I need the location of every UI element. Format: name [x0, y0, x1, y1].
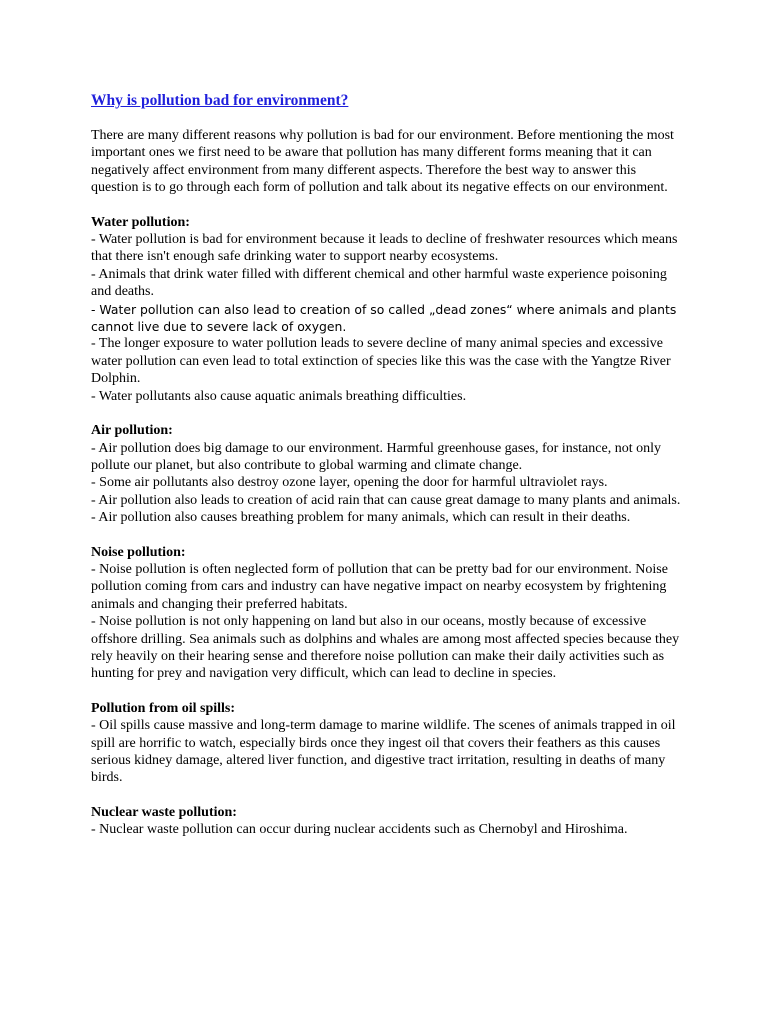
list-item: - Water pollution is bad for environment because it leads to decline of freshwater resources which means that there isn't enough safe drinking water to support nearby ecosystems.: [91, 232, 678, 265]
list-item: - Air pollution does big damage to our environment. Harmful greenhouse gases, for instance, not only pollute our planet, but also contribute to global warming and climate change.: [91, 440, 661, 473]
page-title-link[interactable]: Why is pollution bad for environment?: [91, 92, 349, 109]
list-item: - The longer exposure to water pollution leads to severe decline of many animal species and excessive water pollution can even lead to total extinction of species like this was the case with the Yangtze River Dolphin.: [91, 336, 671, 387]
list-item: - Noise pollution is often neglected form of pollution that can be pretty bad for our environment. Noise pollution coming from cars and industry can have negative impact on nearby ecosystem by frightening animals and changing their preferred habitats.: [91, 561, 668, 612]
section-heading: Pollution from oil spills:: [91, 700, 236, 716]
section-air-pollution: [91, 422, 684, 526]
section-nuclear-waste: [91, 804, 684, 839]
list-item: - Nuclear waste pollution can occur during nuclear accidents such as Chernobyl and Hiroshima.: [91, 822, 628, 838]
list-item: - Noise pollution is not only happening on land but also in our oceans, mostly because of excessive offshore drilling. Sea animals such as dolphins and whales are among most affected species because they rely heavily on their hearing sense and therefore noise pollution can make their daily activities such as hunting for prey and navigation very difficult, which can lead to decline in species.: [91, 614, 680, 682]
section-heading: Air pollution:: [91, 423, 173, 439]
list-item: - Air pollution also causes breathing problem for many animals, which can result in their deaths.: [91, 510, 631, 526]
section-heading: Nuclear waste pollution:: [91, 804, 237, 820]
list-item: - Air pollution also leads to creation of acid rain that can cause great damage to many plants and animals.: [91, 492, 681, 508]
section-oil-spills: [91, 700, 684, 787]
section-water-pollution: [91, 214, 684, 405]
section-heading: Noise pollution:: [91, 544, 186, 560]
list-item: - Oil spills cause massive and long-term damage to marine wildlife. The scenes of animals trapped in oil spill are horrific to watch, especially birds once they ingest oil that covers their feathers as this causes serious kidney damage, altered liver function, and digestive tract irritation, resulting in deaths of many birds.: [91, 718, 676, 786]
section-noise-pollution: [91, 544, 684, 683]
section-heading: Water pollution:: [91, 214, 190, 230]
list-item: - Animals that drink water filled with different chemical and other harmful waste experience poisoning and deaths.: [91, 266, 667, 300]
list-item: - Water pollutants also cause aquatic animals breathing difficulties.: [91, 388, 467, 404]
intro-paragraph: There are many different reasons why pollution is bad for our environment. Before mentioning the most important ones we first need to be aware that pollution has many different forms meaning that it can negatively affect environment from many different aspects. Therefore the best way to answer this question is to go through each form of pollution and talk about its negative effects on our environment.: [91, 128, 674, 196]
list-item: - Water pollution can also lead to creation of so called „dead zones“ where animals and plants cannot live due to severe lack of oxygen.: [91, 301, 677, 335]
list-item: - Some air pollutants also destroy ozone layer, opening the door for harmful ultraviolet rays.: [91, 475, 608, 491]
